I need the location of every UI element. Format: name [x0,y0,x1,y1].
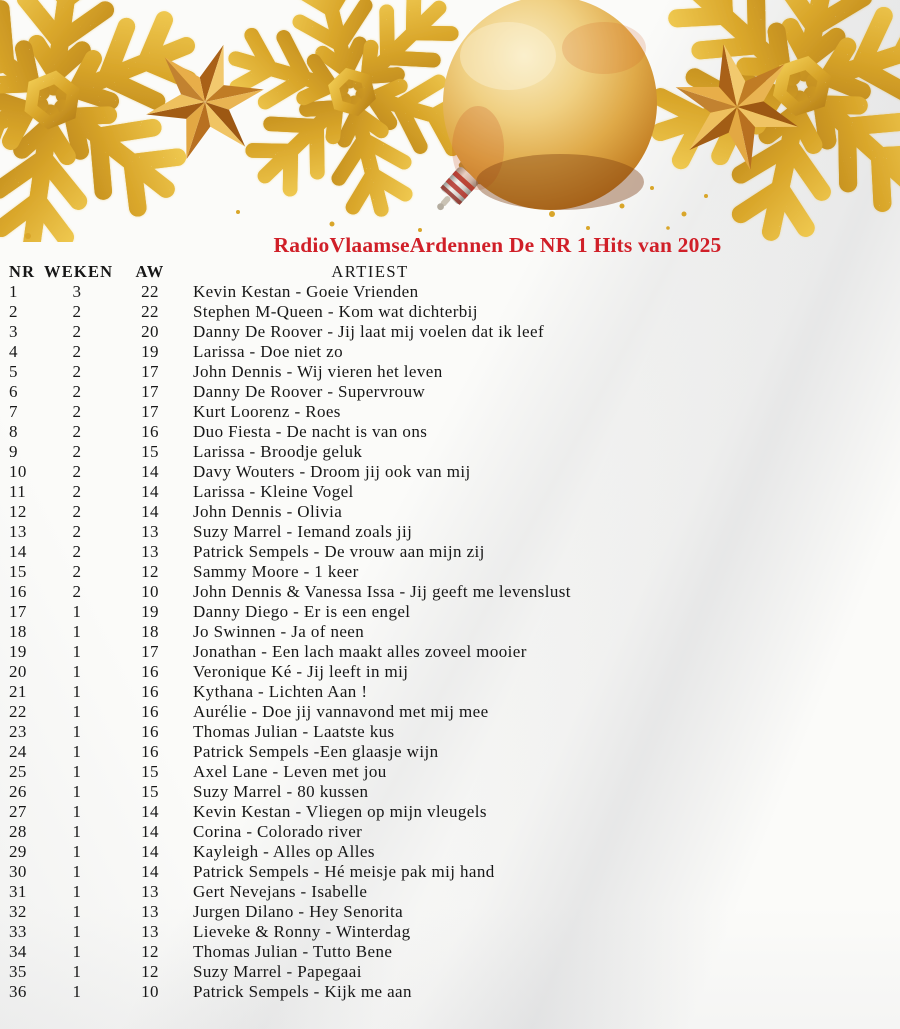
aw-cell: 15 [141,442,159,461]
table-row [0,402,900,422]
artist-title-cell: John Dennis - Wij vieren het leven [193,362,443,381]
weeks-cell: 2 [72,562,82,581]
artist-title-cell: Kevin Kestan - Vliegen op mijn vleugels [193,802,487,821]
table-row [0,862,900,882]
weeks-cell: 1 [72,882,82,901]
rank-cell: 11 [9,482,27,501]
rank-cell: 21 [9,682,27,701]
artist-title-cell: Jurgen Dilano - Hey Senorita [193,902,404,921]
table-row [0,522,900,542]
hitlist-table [0,262,900,1002]
aw-cell: 14 [141,862,159,881]
rank-cell: 31 [9,882,27,901]
aw-cell: 16 [141,662,159,681]
rank-cell: 25 [9,762,27,781]
artist-title-cell: Thomas Julian - Laatste kus [193,722,395,741]
table-row [0,782,900,802]
aw-cell: 10 [141,582,159,601]
rank-cell: 1 [9,282,18,301]
rank-cell: 24 [9,742,27,761]
rank-cell: 35 [9,962,27,981]
aw-cell: 15 [141,762,159,781]
aw-cell: 16 [141,422,159,441]
aw-cell: 18 [141,622,159,641]
header-nr: NR [9,262,36,281]
weeks-cell: 1 [72,722,82,741]
weeks-cell: 1 [72,862,82,881]
christmas-decoration-band [0,0,900,242]
rank-cell: 30 [9,862,27,881]
table-row [0,582,900,602]
table-row [0,722,900,742]
header-artiest: ARTIEST [331,262,409,281]
artist-title-cell: Patrick Sempels - Hé meisje pak mij hand [193,862,495,881]
artist-title-cell: Davy Wouters - Droom jij ook van mij [193,462,471,481]
table-row [0,382,900,402]
artist-title-cell: Suzy Marrel - Papegaai [193,962,362,981]
weeks-cell: 1 [72,702,82,721]
artist-title-cell: Kythana - Lichten Aan ! [193,682,368,701]
aw-cell: 16 [141,682,159,701]
weeks-cell: 2 [72,422,82,441]
weeks-cell: 1 [72,922,82,941]
rank-cell: 36 [9,982,27,1001]
aw-cell: 14 [141,842,159,861]
rank-cell: 26 [9,782,27,801]
artist-title-cell: Kurt Loorenz - Roes [193,402,341,421]
artist-title-cell: Larissa - Doe niet zo [193,342,344,361]
table-row [0,702,900,722]
artist-title-cell: Larissa - Broodje geluk [193,442,363,461]
artist-title-cell: Jo Swinnen - Ja of neen [193,622,365,641]
table-row [0,882,900,902]
table-row [0,962,900,982]
artist-title-cell: John Dennis - Olivia [193,502,343,521]
weeks-cell: 1 [72,682,82,701]
weeks-cell: 1 [72,902,82,921]
rank-cell: 5 [9,362,18,381]
weeks-cell: 1 [72,842,82,861]
rank-cell: 12 [9,502,27,521]
table-row [0,422,900,442]
aw-cell: 13 [141,522,159,541]
rank-cell: 6 [9,382,18,401]
table-row [0,742,900,762]
aw-cell: 14 [141,802,159,821]
weeks-cell: 1 [72,742,82,761]
aw-cell: 12 [141,962,159,981]
table-row [0,842,900,862]
weeks-cell: 1 [72,942,82,961]
weeks-cell: 1 [72,802,82,821]
artist-title-cell: Stephen M-Queen - Kom wat dichterbij [193,302,478,321]
aw-cell: 19 [141,342,159,361]
rank-cell: 23 [9,722,27,741]
rank-cell: 18 [9,622,27,641]
table-row [0,322,900,342]
table-row [0,342,900,362]
aw-cell: 16 [141,702,159,721]
rank-cell: 32 [9,902,27,921]
aw-cell: 17 [141,642,159,661]
aw-cell: 22 [141,282,159,301]
weeks-cell: 1 [72,642,82,661]
weeks-cell: 2 [72,362,82,381]
table-row [0,542,900,562]
rank-cell: 10 [9,462,27,481]
weeks-cell: 2 [72,482,82,501]
glitter-snowflake-icon [0,0,216,242]
aw-cell: 14 [141,822,159,841]
rank-cell: 8 [9,422,18,441]
aw-cell: 12 [141,562,159,581]
artist-title-cell: John Dennis & Vanessa Issa - Jij geeft me levenslust [193,582,571,601]
aw-cell: 14 [141,482,159,501]
artist-title-cell: Lieveke & Ronny - Winterdag [193,922,411,941]
table-row [0,762,900,782]
aw-cell: 16 [141,722,159,741]
artist-title-cell: Veronique Ké - Jij leeft in mij [193,662,409,681]
aw-cell: 17 [141,362,159,381]
aw-cell: 14 [141,462,159,481]
rank-cell: 20 [9,662,27,681]
artist-title-cell: Aurélie - Doe jij vannavond met mij mee [193,702,489,721]
table-row [0,902,900,922]
table-body [0,282,900,1002]
artist-title-cell: Danny De Roover - Supervrouw [193,382,426,401]
artist-title-cell: Kayleigh - Alles op Alles [193,842,375,861]
weeks-cell: 1 [72,822,82,841]
rank-cell: 15 [9,562,27,581]
weeks-cell: 2 [72,382,82,401]
aw-cell: 13 [141,922,159,941]
table-row [0,622,900,642]
artist-title-cell: Patrick Sempels - Kijk me aan [193,982,412,1001]
rank-cell: 14 [9,542,27,561]
rank-cell: 33 [9,922,27,941]
header-aw: AW [135,262,165,281]
aw-cell: 13 [141,902,159,921]
table-row [0,982,900,1002]
rank-cell: 34 [9,942,27,961]
rank-cell: 29 [9,842,27,861]
rank-cell: 13 [9,522,27,541]
aw-cell: 16 [141,742,159,761]
artist-title-cell: Duo Fiesta - De nacht is van ons [193,422,428,441]
weeks-cell: 2 [72,302,82,321]
artist-title-cell: Patrick Sempels - De vrouw aan mijn zij [193,542,485,561]
table-header-row [0,262,900,282]
aw-cell: 10 [141,982,159,1001]
weeks-cell: 1 [72,962,82,981]
rank-cell: 9 [9,442,18,461]
weeks-cell: 2 [72,322,82,341]
aw-cell: 19 [141,602,159,621]
table-row [0,822,900,842]
aw-cell: 14 [141,502,159,521]
weeks-cell: 3 [72,282,82,301]
aw-cell: 17 [141,382,159,401]
rank-cell: 3 [9,322,18,341]
table-row [0,942,900,962]
table-row [0,642,900,662]
table-row [0,502,900,522]
artist-title-cell: Danny Diego - Er is een engel [193,602,411,621]
rank-cell: 19 [9,642,27,661]
table-row [0,662,900,682]
rank-cell: 17 [9,602,27,621]
weeks-cell: 1 [72,762,82,781]
weeks-cell: 2 [72,402,82,421]
weeks-cell: 1 [72,622,82,641]
weeks-cell: 2 [72,542,82,561]
table-row [0,442,900,462]
artist-title-cell: Kevin Kestan - Goeie Vrienden [193,282,419,301]
artist-title-cell: Thomas Julian - Tutto Bene [193,942,393,961]
artist-title-cell: Danny De Roover - Jij laat mij voelen dat ik leef [193,322,545,341]
aw-cell: 17 [141,402,159,421]
aw-cell: 13 [141,542,159,561]
table-row [0,682,900,702]
weeks-cell: 1 [72,662,82,681]
rank-cell: 7 [9,402,18,421]
artist-title-cell: Gert Nevejans - Isabelle [193,882,368,901]
artist-title-cell: Suzy Marrel - 80 kussen [193,782,369,801]
rank-cell: 28 [9,822,27,841]
page-title: RadioVlaamseArdennen De NR 1 Hits van 2025 [273,233,722,257]
table-row [0,462,900,482]
table-row [0,362,900,382]
weeks-cell: 1 [72,982,82,1001]
rank-cell: 22 [9,702,27,721]
aw-cell: 15 [141,782,159,801]
gold-bauble-icon [427,0,657,219]
table-row [0,302,900,322]
table-row [0,282,900,302]
artist-title-cell: Axel Lane - Leven met jou [193,762,387,781]
artist-title-cell: Suzy Marrel - Iemand zoals jij [193,522,413,541]
weeks-cell: 1 [72,602,82,621]
table-row [0,482,900,502]
table-row [0,602,900,622]
weeks-cell: 2 [72,342,82,361]
table-row [0,802,900,822]
artist-title-cell: Patrick Sempels -Een glaasje wijn [193,742,439,761]
header-weken: WEKEN [44,262,114,281]
rank-cell: 4 [9,342,18,361]
artist-title-cell: Larissa - Kleine Vogel [193,482,354,501]
aw-cell: 13 [141,882,159,901]
weeks-cell: 2 [72,582,82,601]
weeks-cell: 2 [72,502,82,521]
weeks-cell: 2 [72,522,82,541]
artist-title-cell: Jonathan - Een lach maakt alles zoveel mooier [193,642,527,661]
table-row [0,562,900,582]
rank-cell: 16 [9,582,27,601]
artist-title-cell: Sammy Moore - 1 keer [193,562,359,581]
aw-cell: 12 [141,942,159,961]
artist-title-cell: Corina - Colorado river [193,822,363,841]
aw-cell: 20 [141,322,159,341]
weeks-cell: 2 [72,462,82,481]
weeks-cell: 1 [72,782,82,801]
weeks-cell: 2 [72,442,82,461]
aw-cell: 22 [141,302,159,321]
rank-cell: 27 [9,802,27,821]
rank-cell: 2 [9,302,18,321]
table-row [0,922,900,942]
